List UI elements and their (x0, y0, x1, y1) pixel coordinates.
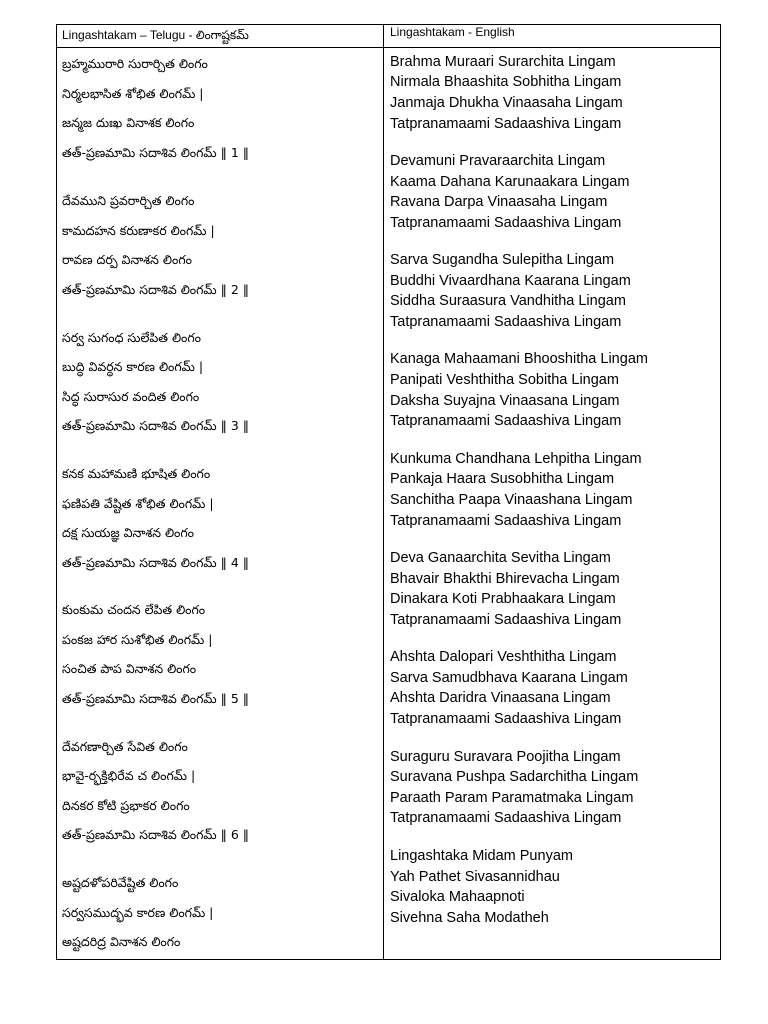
english-line: Sivehna Saha Modatheh (390, 910, 549, 926)
telugu-line: తత్-ప్రణమామి సదాశివ లింగమ్ ‖ 3 ‖ (62, 418, 250, 433)
english-line: Tatpranamaami Sadaashiva Lingam (390, 413, 622, 429)
header-divider (56, 47, 721, 48)
english-line: Pankaja Haara Susobhitha Lingam (390, 471, 615, 487)
english-line: Panipati Veshthitha Sobitha Lingam (390, 372, 619, 388)
telugu-line: జన్మజ దుఃఖ వినాశక లింగం (62, 115, 195, 130)
english-line: Sarva Samudbhava Kaarana Lingam (390, 670, 628, 686)
english-line: Sarva Sugandha Sulepitha Lingam (390, 252, 615, 268)
english-line: Tatpranamaami Sadaashiva Lingam (390, 116, 622, 132)
telugu-line: రావణ దర్ప వినాశన లింగం (62, 252, 192, 267)
telugu-line: బుద్ధి వివర్ధన కారణ లింగమ్ | (62, 359, 204, 374)
english-line: Siddha Suraasura Vandhitha Lingam (390, 293, 626, 309)
english-line: Lingashtaka Midam Punyam (390, 848, 573, 864)
english-line: Brahma Muraari Surarchita Lingam (390, 54, 616, 70)
telugu-line: సర్వ సుగంధ సులేపిత లింగం (62, 330, 201, 345)
header-telugu: Lingashtakam – Telugu - లింగాష్టకమ్ (62, 28, 249, 42)
english-line: Kunkuma Chandhana Lehpitha Lingam (390, 451, 642, 467)
telugu-line: తత్-ప్రణమామి సదాశివ లింగమ్ ‖ 4 ‖ (62, 555, 250, 570)
english-line: Ahshta Daridra Vinaasana Lingam (390, 690, 611, 706)
english-line: Devamuni Pravaraarchita Lingam (390, 153, 606, 169)
english-line: Bhavair Bhakthi Bhirevacha Lingam (390, 571, 620, 587)
english-line: Kanaga Mahaamani Bhooshitha Lingam (390, 351, 648, 367)
english-line: Daksha Suyajna Vinaasana Lingam (390, 393, 620, 409)
telugu-line: తత్-ప్రణమామి సదాశివ లింగమ్ ‖ 5 ‖ (62, 691, 250, 706)
telugu-line: సంచిత పాప వినాశన లింగం (62, 661, 197, 676)
telugu-line: కుంకుమ చందన లేపిత లింగం (62, 602, 206, 617)
english-line: Tatpranamaami Sadaashiva Lingam (390, 314, 622, 330)
english-line: Kaama Dahana Karunaakara Lingam (390, 174, 630, 190)
telugu-line: భావై-ర్భక్తిభిరేవ చ లింగమ్ | (62, 768, 196, 783)
telugu-line: పంకజ హార సుశోభిత లింగమ్ | (62, 632, 213, 647)
english-line: Deva Ganaarchita Sevitha Lingam (390, 550, 611, 566)
telugu-line: తత్-ప్రణమామి సదాశివ లింగమ్ ‖ 2 ‖ (62, 282, 250, 297)
column-divider (383, 24, 384, 960)
telugu-line: నిర్మలభాసిత శోభిత లింగమ్ | (62, 86, 204, 101)
header-english: Lingashtakam - English (390, 25, 515, 39)
telugu-line: దేవగణార్చిత సేవిత లింగం (62, 739, 188, 754)
english-line: Dinakara Koti Prabhaakara Lingam (390, 591, 616, 607)
english-line: Tatpranamaami Sadaashiva Lingam (390, 513, 622, 529)
english-line: Sanchitha Paapa Vinaashana Lingam (390, 492, 633, 508)
english-line: Tatpranamaami Sadaashiva Lingam (390, 810, 622, 826)
telugu-line: అష్టదళోపరివేష్టిత లింగం (62, 875, 179, 890)
english-line: Paraath Param Paramatmaka Lingam (390, 790, 634, 806)
english-line: Ahshta Dalopari Veshthitha Lingam (390, 649, 617, 665)
english-line: Tatpranamaami Sadaashiva Lingam (390, 711, 622, 727)
english-line: Buddhi Vivaardhana Kaarana Lingam (390, 273, 631, 289)
english-line: Suraguru Suravara Poojitha Lingam (390, 749, 621, 765)
telugu-line: సర్వసముద్భవ కారణ లింగమ్ | (62, 905, 214, 920)
telugu-line: దక్ష సుయజ్ఞ వినాశన లింగం (62, 525, 195, 540)
english-line: Suravana Pushpa Sadarchitha Lingam (390, 769, 639, 785)
telugu-line: బ్రహ్మమురారి సురార్చిత లింగం (62, 56, 208, 71)
telugu-line: దేవముని ప్రవరార్చిత లింగం (62, 193, 195, 208)
telugu-line: దినకర కోటి ప్రభాకర లింగం (62, 798, 190, 813)
english-line: Sivaloka Mahaapnoti (390, 889, 525, 905)
telugu-line: ఫణిపతి వేష్టిత శోభిత లింగమ్ | (62, 496, 214, 511)
telugu-line: సిద్ధ సురాసుర వందిత లింగం (62, 389, 200, 404)
english-line: Tatpranamaami Sadaashiva Lingam (390, 215, 622, 231)
english-line: Nirmala Bhaashita Sobhitha Lingam (390, 74, 622, 90)
english-line: Janmaja Dhukha Vinaasaha Lingam (390, 95, 623, 111)
telugu-line: కామదహన కరుణాకర లింగమ్ | (62, 223, 215, 238)
english-line: Yah Pathet Sivasannidhau (390, 869, 560, 885)
english-line: Ravana Darpa Vinaasaha Lingam (390, 194, 608, 210)
telugu-line: అష్టదరిద్ర వినాశన లింగం (62, 934, 181, 949)
telugu-line: తత్-ప్రణమామి సదాశివ లింగమ్ ‖ 6 ‖ (62, 827, 250, 842)
english-line: Tatpranamaami Sadaashiva Lingam (390, 612, 622, 628)
telugu-line: కనక మహామణి భూషిత లింగం (62, 466, 211, 481)
telugu-line: తత్-ప్రణమామి సదాశివ లింగమ్ ‖ 1 ‖ (62, 145, 250, 160)
